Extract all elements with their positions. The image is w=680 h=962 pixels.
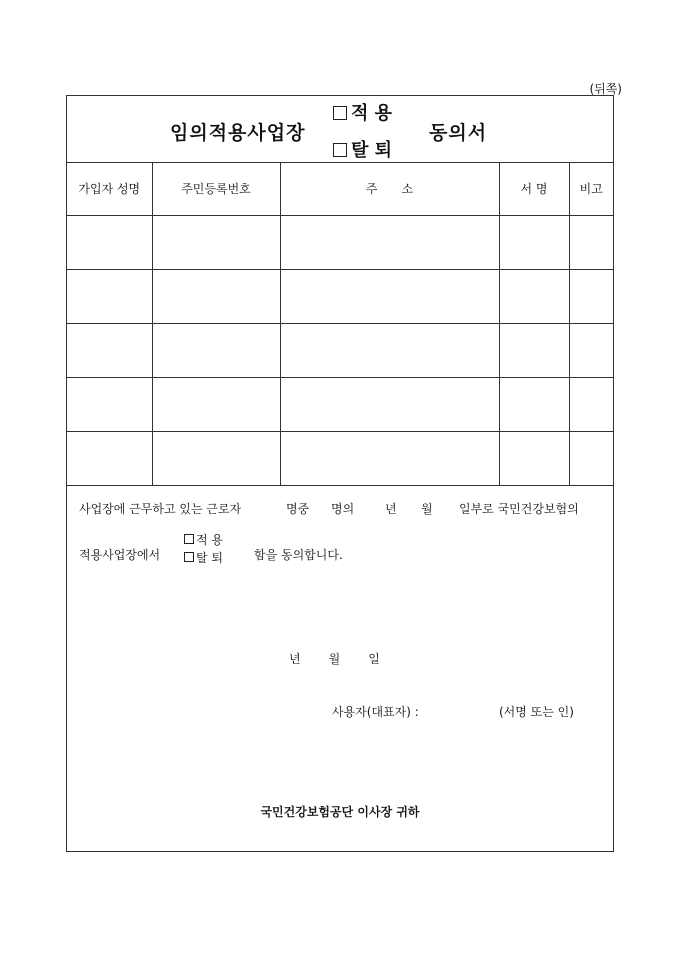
date-day: 일 xyxy=(368,652,380,666)
cell-name[interactable] xyxy=(67,432,152,486)
cell-remarks[interactable] xyxy=(569,216,613,270)
table-row xyxy=(67,324,613,378)
header-remarks: 비고 xyxy=(569,162,613,216)
table-header-row xyxy=(67,162,613,216)
statement-unit-consent: 명의 xyxy=(331,502,355,516)
title-option-apply[interactable] xyxy=(333,99,392,125)
title-option-withdraw-label: 탈 퇴 xyxy=(351,140,393,161)
title-option-withdraw[interactable] xyxy=(333,136,392,162)
cell-address[interactable] xyxy=(280,378,499,432)
form-title: 임의적용사업장 xyxy=(170,122,306,144)
header-name: 가입자 성명 xyxy=(67,162,152,216)
addressee: 국민건강보험공단 이사장 귀하 xyxy=(260,805,420,819)
statement-apply-checkbox[interactable] xyxy=(184,534,194,544)
cell-signature[interactable] xyxy=(499,216,569,270)
statement-year: 년 xyxy=(385,502,397,516)
subscriber-table xyxy=(67,162,613,486)
statement-line-2-suffix: 함을 동의합니다. xyxy=(254,548,343,562)
apply-checkbox[interactable] xyxy=(333,106,347,120)
cell-name[interactable] xyxy=(67,324,152,378)
table-row xyxy=(67,378,613,432)
signature-note: (서명 또는 인) xyxy=(499,705,574,719)
cell-remarks[interactable] xyxy=(569,432,613,486)
date-year: 년 xyxy=(289,652,301,666)
cell-name[interactable] xyxy=(67,216,152,270)
cell-signature[interactable] xyxy=(499,270,569,324)
table-row xyxy=(67,432,613,486)
withdraw-checkbox[interactable] xyxy=(333,143,347,157)
cell-signature[interactable] xyxy=(499,432,569,486)
statement-option-apply[interactable] xyxy=(184,531,223,549)
cell-resident-number[interactable] xyxy=(152,324,280,378)
date-month: 월 xyxy=(328,652,341,666)
table-row xyxy=(67,270,613,324)
cell-name[interactable] xyxy=(67,270,152,324)
cell-resident-number[interactable] xyxy=(152,270,280,324)
cell-signature[interactable] xyxy=(499,378,569,432)
cell-remarks[interactable] xyxy=(569,270,613,324)
cell-address[interactable] xyxy=(280,432,499,486)
header-address: 주 소 xyxy=(280,162,499,216)
title-option-apply-label: 적 용 xyxy=(351,103,393,124)
statement-suffix: 일부로 국민건강보험의 xyxy=(459,502,579,516)
cell-address[interactable] xyxy=(280,270,499,324)
page-side-note: (뒤쪽) xyxy=(589,82,622,96)
statement-line-2-prefix: 적용사업장에서 xyxy=(79,548,161,562)
cell-address[interactable] xyxy=(280,216,499,270)
header-resident-number: 주민등록번호 xyxy=(152,162,280,216)
statement-unit-total: 명중 xyxy=(286,502,310,516)
cell-resident-number[interactable] xyxy=(152,378,280,432)
cell-signature[interactable] xyxy=(499,324,569,378)
employer-label: 사용자(대표자) : xyxy=(332,705,419,719)
statement-option-withdraw[interactable] xyxy=(184,549,223,567)
cell-remarks[interactable] xyxy=(569,378,613,432)
statement-withdraw-checkbox[interactable] xyxy=(184,552,194,562)
table-row xyxy=(67,216,613,270)
statement-month: 월 xyxy=(421,502,433,516)
consent-form xyxy=(66,95,614,852)
cell-resident-number[interactable] xyxy=(152,432,280,486)
header-signature: 서 명 xyxy=(499,162,569,216)
consent-date xyxy=(289,650,408,667)
cell-name[interactable] xyxy=(67,378,152,432)
statement-options xyxy=(184,531,223,567)
cell-address[interactable] xyxy=(280,324,499,378)
cell-resident-number[interactable] xyxy=(152,216,280,270)
title-row xyxy=(67,96,613,163)
cell-remarks[interactable] xyxy=(569,324,613,378)
form-title-suffix: 동의서 xyxy=(429,122,488,144)
statement-option-withdraw-label: 탈 퇴 xyxy=(196,551,223,565)
statement-prefix: 사업장에 근무하고 있는 근로자 xyxy=(79,502,242,516)
statement-option-apply-label: 적 용 xyxy=(196,533,223,547)
